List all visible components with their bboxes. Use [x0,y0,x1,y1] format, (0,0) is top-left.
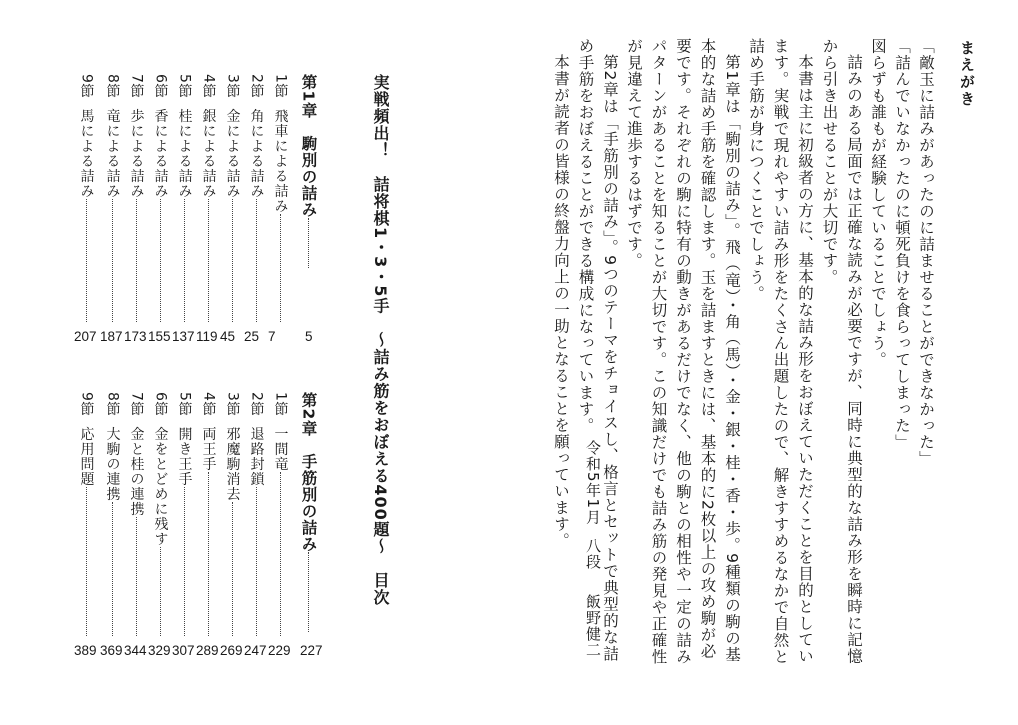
toc-entry [248,392,265,636]
preface-paragraph: 第2章は「手筋別の詰み」。9つのテーマをチョイスし、格言とセットで典型的な詰め手筋をおぼえることができる構成になっています。 [576,38,619,662]
preface-date: 令和5年1月 [584,440,602,526]
toc-entry [152,392,169,636]
toc-entry [200,392,217,636]
section-title: 退路封鎖 [248,426,265,487]
toc-entry [200,74,217,322]
leader-dots [208,472,209,636]
chapter-1-label: 第1章 駒別の詰み [299,74,318,218]
section-number: 6節 [152,74,169,99]
section-title: 竜による詰み [104,108,121,199]
section-page-number: 45 [220,329,236,344]
leader-dots [256,199,257,322]
toc-entry [176,74,193,322]
section-number: 7節 [128,74,145,99]
section-title: 香による詰み [152,108,169,199]
section-title: 邪魔駒消去 [224,426,241,502]
preface-author-name: 飯野健二 [584,594,602,658]
section-title: 開き王手 [176,426,193,487]
section-page-number: 329 [148,643,171,658]
toc-entry [224,392,241,636]
section-page-number: 307 [172,643,195,658]
section-page-number: 119 [196,329,218,344]
section-page-number: 187 [100,329,123,344]
section-number: 1節 [272,74,289,99]
section-number: 1節 [272,392,289,417]
preface-paragraph: 図らずも誰もが経験していることでしょう。 [869,38,887,368]
section-number: 4節 [200,74,217,99]
section-number: 8節 [104,392,121,417]
preface-paragraph: 本書は主に初級者の方に、基本的な詰み形をおぼえていただくことを目的としています。実戦で現れやすい詰み形をたくさん出題したので、解きすすめるなかで自然と詰め手筋が身につくことでしょう。 [747,38,814,665]
preface-author-rank: 八段 [584,538,602,570]
leader-dots [208,199,209,322]
section-number: 3節 [224,74,241,99]
toc-entry [128,392,145,636]
leader-dots [280,214,281,322]
leader-dots [160,199,161,322]
preface-title: まえがき [958,40,976,108]
section-title: 銀による詰み [200,108,217,199]
section-page-number: 389 [74,643,97,658]
section-title: 馬による詰み [78,108,95,199]
leader-dots [136,517,137,636]
toc-entry [104,392,121,636]
section-number: 3節 [224,392,241,417]
section-number: 4節 [200,392,217,417]
toc-title: 実戦頻出！ 詰将棋1・3・5手 〜詰み筋をおぼえる400題〜 目次 [371,74,390,606]
section-title: 桂による詰み [176,108,193,199]
section-title: 角による詰み [248,108,265,199]
leader-dots [86,199,87,322]
section-number: 7節 [128,392,145,417]
section-page-number: 289 [196,643,219,658]
toc-entry [128,74,145,322]
chapter-1-heading [300,74,317,268]
section-page-number: 229 [268,643,291,658]
chapter-2-heading [300,392,317,632]
leader-dots [86,487,87,636]
toc-entry [176,392,193,636]
preface-paragraph: 「敵玉に詰みがあったのに詰ませることができなかった」 [917,38,935,467]
preface-paragraph: 「詰んでいなかったのに頓死負けを食らってしまった」 [893,38,911,451]
leader-dots [232,502,233,636]
section-page-number: 137 [172,329,195,344]
section-number: 8節 [104,74,121,99]
section-title: 金による詰み [224,108,241,199]
section-title: 大駒の連携 [104,426,121,502]
section-page-number: 269 [220,643,243,658]
preface-paragraph: 第1章は「駒別の詰み」。飛（竜）・角（馬）・金・銀・桂・香・歩。9種類の駒の基本的な詰め手筋を確認します。玉を詰ますときには、基本的に2枚以上の攻め駒が必要です。それぞれの駒に特有の動きがあるだけでなく、他の駒との相性や一定の詰みパターンがあることを知ることが大切です。この知識だけでも詰み筋の発見や正確性が見違えて進歩するはずです。 [625,38,741,665]
toc-entry [78,392,95,636]
section-number: 9節 [78,74,95,99]
leader-dots [280,472,281,636]
section-number: 2節 [248,392,265,417]
section-title: 一間竜 [272,426,289,472]
toc-entry [78,74,95,322]
toc-entry [272,392,289,636]
toc-entry [224,74,241,322]
toc-entry [248,74,265,322]
toc-entry [104,74,121,322]
leader-dots [184,487,185,636]
section-title: 金と桂の連携 [128,426,145,517]
section-page-number: 25 [244,329,260,344]
leader-dots [308,552,309,632]
section-page-number: 207 [74,329,97,344]
leader-dots [112,502,113,636]
section-page-number: 155 [148,329,171,344]
section-title: 歩による詰み [128,108,145,199]
section-number: 5節 [176,74,193,99]
leader-dots [136,199,137,322]
chapter-2-page: 227 [300,643,323,658]
section-page-number: 247 [244,643,267,658]
section-number: 6節 [152,392,169,417]
chapter-1-page: 5 [305,329,313,344]
leader-dots [308,218,309,268]
section-number: 9節 [78,392,95,417]
section-page-number: 173 [124,329,147,344]
leader-dots [232,199,233,322]
chapter-2-label: 第2章 手筋別の詰み [299,392,318,553]
section-title: 応用問題 [78,426,95,487]
toc-entry [152,74,169,322]
toc-entry [272,74,289,322]
leader-dots [256,487,257,636]
section-title: 金をとどめに残す [152,426,169,547]
leader-dots [184,199,185,322]
section-title: 飛車による詰み [272,108,289,214]
section-title: 両王手 [200,426,217,472]
section-number: 5節 [176,392,193,417]
section-page-number: 369 [100,643,123,658]
section-page-number: 344 [124,643,147,658]
leader-dots [112,199,113,322]
section-page-number: 7 [268,329,276,344]
leader-dots [160,547,161,636]
preface-paragraph: 本書が読者の皆様の終盤力向上の一助となることを願っています。 [552,53,570,549]
preface-paragraph: 詰みのある局面では正確な読みが必要ですが、同時に典型的な詰み形を瞬時に記憶から引き出せることが大切です。 [820,38,863,664]
section-number: 2節 [248,74,265,99]
